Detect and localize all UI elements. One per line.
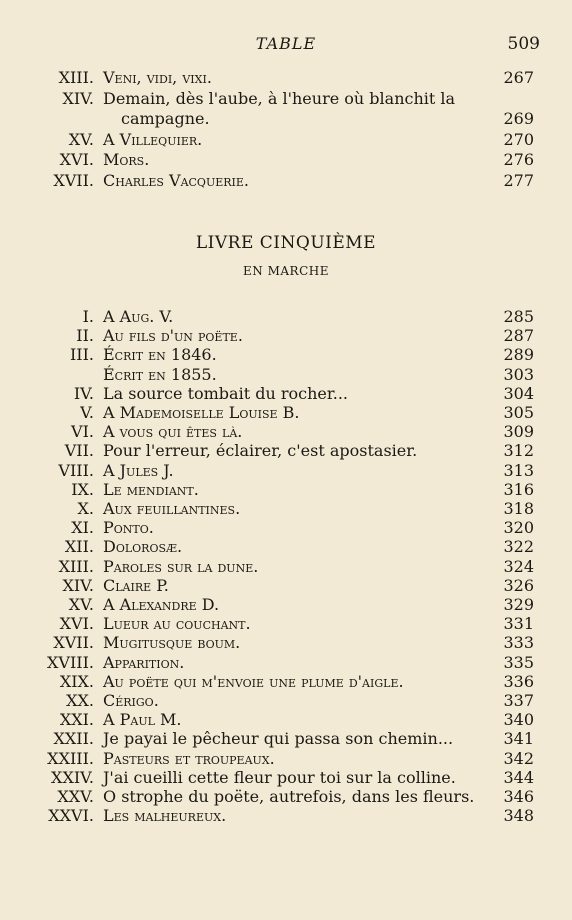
toc-entry <box>0 68 572 88</box>
entry-title: Mugitusque boum. <box>103 633 241 653</box>
entry-number: XXIII. <box>47 748 94 768</box>
entry-title: A Paul M. <box>103 710 182 730</box>
entry-number: XI. <box>71 518 94 538</box>
toc-entry <box>0 441 572 461</box>
entry-page-number: 322 <box>503 537 534 557</box>
entry-page-number: 340 <box>503 710 534 730</box>
entry-page-number: 333 <box>503 633 534 653</box>
toc-entry <box>0 729 572 749</box>
entry-number: XVI. <box>59 614 94 634</box>
entry-title: Veni, vidi, vixi. <box>103 68 212 87</box>
entry-page-number: 313 <box>503 460 534 480</box>
entry-number: XXV. <box>57 787 94 806</box>
entry-title: A vous qui êtes là. <box>103 422 243 442</box>
entry-title: Mors. <box>103 150 150 170</box>
entry-page-number: 312 <box>503 441 534 461</box>
entry-page-number: 318 <box>503 499 534 518</box>
entry-number: V. <box>80 403 94 422</box>
entry-page-number: 287 <box>503 326 534 346</box>
toc-entry <box>0 787 572 807</box>
entry-title: Écrit en 1855. <box>103 364 217 384</box>
entry-title: Cérigo. <box>103 691 159 710</box>
toc-entry <box>0 595 572 615</box>
entry-page-number: 324 <box>503 556 534 576</box>
toc-entry <box>0 345 572 365</box>
entry-page-number: 337 <box>503 691 534 710</box>
entry-title: Les malheureux. <box>103 806 227 826</box>
toc-entry <box>0 672 572 692</box>
entry-number: XV. <box>68 129 94 149</box>
running-title: TABLE <box>255 34 317 53</box>
entry-title: Dolorosæ. <box>103 537 183 557</box>
entry-page-number: 342 <box>503 748 534 768</box>
toc-entry <box>0 171 572 191</box>
entry-number: XIV. <box>62 88 94 108</box>
entry-number: XIV. <box>62 575 94 595</box>
entry-title: A Alexandre D. <box>103 595 220 614</box>
entry-title: A Mademoiselle Louise B. <box>103 403 300 422</box>
entry-number: II. <box>76 326 94 346</box>
toc-entry <box>0 365 572 385</box>
entry-title: J'ai cueilli cette fleur pour toi sur la colline. <box>103 767 456 787</box>
entry-title: A Jules J. <box>103 460 174 480</box>
toc-entry <box>0 768 572 788</box>
entry-page-number: 309 <box>503 422 534 442</box>
toc-entry <box>0 130 572 150</box>
entry-page-number: 346 <box>503 787 534 806</box>
entry-page-number: 348 <box>503 806 534 826</box>
entry-title: Paroles sur la dune. <box>103 556 259 576</box>
toc-entry <box>0 710 572 730</box>
entry-number: XX. <box>66 691 94 710</box>
entry-title: Le mendiant. <box>103 479 199 499</box>
entry-number: XVIII. <box>47 652 94 672</box>
entry-page-number: 303 <box>503 364 534 384</box>
entry-page-number: 329 <box>503 595 534 614</box>
entry-number: I. <box>82 307 94 326</box>
entry-number: XV. <box>68 595 94 614</box>
entry-number: XIX. <box>59 671 94 691</box>
toc-entry <box>0 109 572 129</box>
entry-title: A Aug. V. <box>103 307 174 326</box>
page-number: 509 <box>507 34 540 54</box>
entry-number: XVII. <box>53 633 94 653</box>
toc-entry <box>0 150 572 170</box>
entry-page-number: 289 <box>503 345 534 365</box>
entry-page-number: 269 <box>503 109 534 129</box>
toc-entry <box>0 749 572 769</box>
entry-number: XXII. <box>53 729 94 749</box>
toc-entry <box>0 537 572 557</box>
toc-entry <box>0 653 572 673</box>
entry-number: VI. <box>71 422 94 442</box>
entry-title: A Villequier. <box>103 129 203 149</box>
section-subheading: EN MARCHE <box>243 264 329 278</box>
entry-number: XVI. <box>59 150 94 170</box>
entry-number: XVII. <box>53 171 94 190</box>
entry-page-number: 267 <box>503 68 534 87</box>
entry-page-number: 285 <box>503 307 534 326</box>
entry-page-number: 305 <box>503 403 534 422</box>
entry-number: IX. <box>71 479 94 499</box>
entry-title: Claire P. <box>103 575 169 595</box>
entry-page-number: 304 <box>503 383 534 403</box>
entry-title: Charles Vacquerie. <box>103 171 249 190</box>
toc-entry <box>0 806 572 826</box>
entry-number: XII. <box>64 537 94 557</box>
entry-page-number: 344 <box>503 767 534 787</box>
entry-number: XIII. <box>58 68 94 87</box>
entry-title: Je payai le pêcheur qui passa son chemin... <box>103 729 454 749</box>
entry-number: XXVI. <box>48 806 94 826</box>
entry-title: O strophe du poëte, autrefois, dans les fleurs. <box>103 787 475 806</box>
toc-entry <box>0 499 572 519</box>
entry-title: La source tombait du rocher... <box>103 383 349 403</box>
toc-entry <box>0 89 572 109</box>
toc-entry <box>0 614 572 634</box>
toc-entry <box>0 518 572 538</box>
toc-entry <box>0 691 572 711</box>
entry-title: Au poëte qui m'envoie une plume d'aigle. <box>103 671 404 691</box>
entry-title: Pour l'erreur, éclairer, c'est apostasier. <box>103 441 418 461</box>
entry-title: Au fils d'un poëte. <box>103 326 243 346</box>
toc-entry <box>0 576 572 596</box>
toc-entry <box>0 403 572 423</box>
entry-title: Ponto. <box>103 518 154 538</box>
entry-number: X. <box>77 499 94 518</box>
toc-entry <box>0 384 572 404</box>
entry-page-number: 276 <box>503 150 534 170</box>
toc-entry <box>0 307 572 327</box>
entry-page-number: 331 <box>503 614 534 634</box>
entry-title: Pasteurs et troupeaux. <box>103 748 275 768</box>
section-heading: LIVRE CINQUIÈME <box>195 233 377 253</box>
entry-title: Écrit en 1846. <box>103 345 217 365</box>
entry-number: VII. <box>64 441 94 461</box>
entry-number: IV. <box>73 383 94 403</box>
entry-number: XXI. <box>59 710 94 730</box>
entry-number: VIII. <box>58 460 94 480</box>
entry-title: Aux feuillantines. <box>103 499 241 518</box>
toc-entry <box>0 422 572 442</box>
toc-entry <box>0 326 572 346</box>
toc-entry <box>0 633 572 653</box>
entry-number: III. <box>69 345 94 365</box>
toc-entry <box>0 557 572 577</box>
entry-title: campagne. <box>121 109 210 129</box>
entry-title: Apparition. <box>103 652 185 672</box>
entry-page-number: 341 <box>503 729 534 749</box>
entry-title: Lueur au couchant. <box>103 614 251 634</box>
entry-page-number: 326 <box>503 575 534 595</box>
toc-entry <box>0 461 572 481</box>
entry-page-number: 316 <box>503 479 534 499</box>
entry-page-number: 320 <box>503 518 534 538</box>
entry-page-number: 335 <box>503 652 534 672</box>
entry-number: XXIV. <box>51 767 94 787</box>
entry-title: Demain, dès l'aube, à l'heure où blanchit la <box>103 88 456 108</box>
entry-page-number: 336 <box>503 671 534 691</box>
entry-number: XIII. <box>58 556 94 576</box>
entry-page-number: 270 <box>503 129 534 149</box>
toc-entry <box>0 480 572 500</box>
entry-page-number: 277 <box>503 171 534 190</box>
